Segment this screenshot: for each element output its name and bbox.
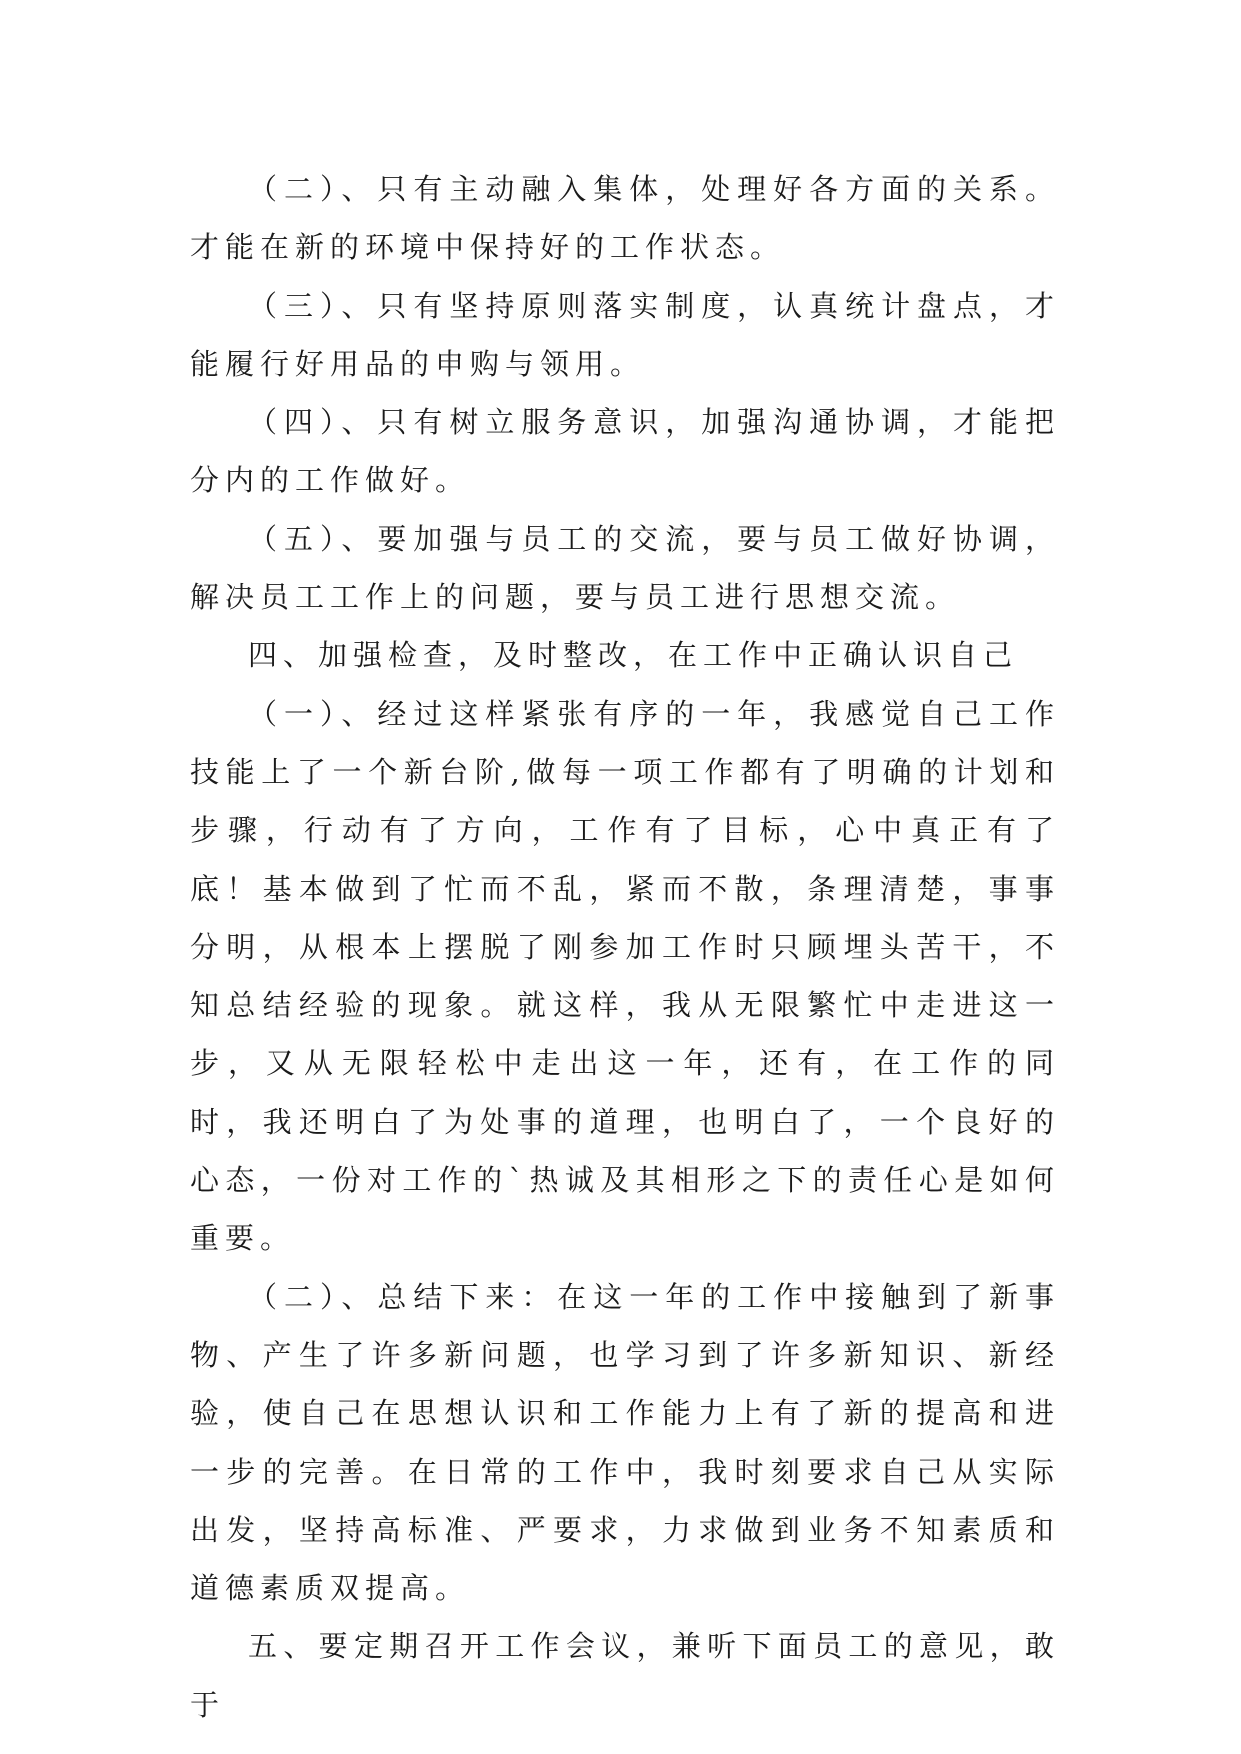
section-heading-5: 五、要定期召开工作会议，兼听下面员工的意见，敢于 [190,1629,1060,1722]
section-heading-4: 四、加强检查，及时整改，在工作中正确认识自己 [248,638,1019,673]
document-body [190,160,1060,1734]
paragraph-1-reflection: （一）、经过这样紧张有序的一年，我感觉自己工作技能上了一个新台阶,做每一项工作都有了明确的计划和步骤，行动有了方向，工作有了目标，心中真正有了底！基本做到了忙而不乱，紧而不散，条理清楚，事事分明，从根本上摆脱了刚参加工作时只顾埋头苦干，不知总结经验的现象。就这样，我从无限繁忙中走进这一步，又从无限轻松中走出这一年，还有，在工作的同时，我还明白了为处事的道理，也明白了，一个良好的心态，一份对工作的`热诚及其相形之下的责任心是如何重要。 [190,696,1060,1256]
paragraph-2-summary: （二）、总结下来：在这一年的工作中接触到了新事物、产生了许多新问题，也学习到了许多新知识、新经验，使自己在思想认识和工作能力上有了新的提高和进一步的完善。在日常的工作中，我时刻要求自己从实际出发，坚持高标准、严要求，力求做到业务不知素质和道德素质双提高。 [190,1279,1060,1606]
paragraph-5-communication: （五）、要加强与员工的交流，要与员工做好协调，解决员工工作上的问题，要与员工进行思想交流。 [190,521,1060,615]
paragraph-4-service: （四）、只有树立服务意识，加强沟通协调，才能把分内的工作做好。 [190,405,1060,498]
paragraph-3-procurement: （三）、只有坚持原则落实制度，认真统计盘点，才能履行好用品的申购与领用。 [190,288,1060,381]
paragraph-2-relations: （二）、只有主动融入集体，处理好各方面的关系。才能在新的环境中保持好的工作状态。 [190,172,1060,265]
